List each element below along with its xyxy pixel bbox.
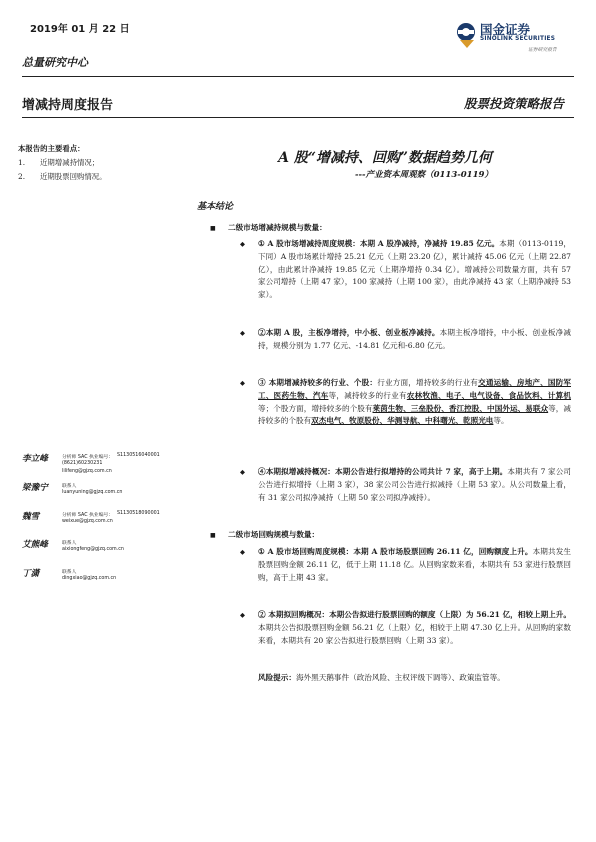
summary-item-text: 近期股票回购情况。: [40, 172, 107, 181]
para-body: 等；个股方面，增持较多的个股有: [258, 403, 373, 413]
para-body: 等，减持较多的行业有: [328, 390, 407, 400]
para-lead: ②本期 A 股，主板净增持，中小板、创业板净减持。: [258, 328, 440, 337]
summary-item: [18, 171, 107, 182]
report-date: 2019年 01 月 22 日: [30, 24, 130, 35]
logo-name: 国金证券: [480, 22, 531, 37]
para-body: 等，减持较多的个股有: [258, 403, 572, 426]
diamond-bullet-icon: ◆: [240, 611, 245, 619]
logo-subtitle: 证券研究报告: [528, 48, 557, 53]
paragraph-planned-buyback: [258, 609, 571, 647]
para-body: 本期共公告拟股票回购金额 56.21 亿（上限）亿，相较于上期 47.30 亿上升。从回购的家数来看，本期共有 20 家公告拟进行股票回购（上期 33 家）。: [258, 622, 571, 645]
analyst-role: 分析师 SAC 执业编号：: [62, 455, 114, 460]
sub-title: ---产业资本周观察（0113-0119）: [355, 170, 493, 180]
analyst-role: 联系人: [62, 484, 77, 489]
para-body: 等。: [493, 416, 509, 426]
paragraph-increase-decrease-scale: [258, 238, 571, 302]
analyst-email[interactable]: dingxiao@gjzq.com.cn: [62, 576, 117, 581]
para-lead: ④本期拟增减持概况：本期公告进行拟增持的公司共计 7 家，高于上期。: [258, 467, 508, 476]
analyst-name: 魏雪: [22, 512, 40, 522]
risk-warning: [258, 672, 571, 685]
analyst-role: 分析师 SAC 执业编号：: [62, 513, 114, 518]
increase-stocks: 莱茵生物、三垒股份、香江控股、中国外运、易联众: [372, 403, 549, 413]
summary-item: [18, 157, 99, 168]
summary-title: 本报告的主要看点：: [18, 144, 85, 153]
paragraph-buyback-scale: [258, 546, 571, 584]
header-divider-bottom: [22, 117, 574, 118]
analyst-name: 李立峰: [22, 454, 48, 464]
para-body: 本期共有 7 家公司公告进行拟增持（上期 3 家），38 家公司公告进行拟减持（上期 53 家）。从公司数量上看，有 31 家公司拟净减持（上期 50 家公司拟净减持）。: [258, 467, 571, 502]
risk-label: 风险提示：: [258, 673, 296, 682]
summary-item-num: 1.: [18, 158, 26, 167]
analyst-email[interactable]: aixiongfeng@gjzq.com.cn: [62, 547, 124, 552]
logo-english: SINOLINK SECURITIES: [480, 36, 556, 42]
paragraph-planned-changes: [258, 466, 571, 504]
diamond-bullet-icon: ◆: [240, 468, 245, 476]
main-title: A 股“增减持、回购”数据趋势几何: [278, 150, 492, 166]
decrease-industries: 农林牧渔、电子、电气设备、食品饮料、计算机: [406, 390, 572, 400]
paragraph-industries-stocks: [258, 377, 571, 428]
diamond-bullet-icon: ◆: [240, 548, 245, 556]
analyst-cert: S1130516040001: [117, 453, 160, 458]
analyst-email[interactable]: luanyuning@gjzq.com.cn: [62, 490, 123, 495]
section-heading-2: [210, 529, 319, 540]
para-body: 行业方面，增持较多的行业有: [377, 378, 479, 387]
para-body: 本期共发生股票回购金额 26.11 亿，低于上期 11.18 亿。从回购家数来看，本期共有 53 家进行股票回购，高于上期 43 家。: [258, 547, 572, 582]
para-body: 本期（0113-0119，下同）A 股市场累计增持 25.21 亿元（上期 23.20 亿），累计减持 45.06 亿元（上期 22.87 亿），由此累计净减持 19.85 亿元（上期净增持 0.34 亿）。增减持公司数量方面，共有 57 家公司增持（上期 47 家），100 家减持（上期 100 家），由此净减持 43 家（上期净减持 53 家）。: [258, 239, 571, 300]
diamond-bullet-icon: ◆: [240, 240, 245, 248]
summary-item-num: 2.: [18, 172, 26, 181]
analyst-name: 梁豫宁: [22, 483, 48, 493]
decrease-stocks: 双杰电气、牧原股份、华测导航、中科曙光、乾照光电: [311, 416, 494, 426]
report-category: 股票投资策略报告: [463, 96, 564, 111]
analyst-name: 丁潇: [22, 569, 40, 579]
square-bullet-icon: ■: [210, 532, 216, 539]
para-lead: ③ 本期增减持较多的行业、个股：: [258, 378, 378, 387]
analyst-role: 联系人: [62, 541, 77, 546]
section-title: 二级市场回购规模与数量：: [228, 530, 320, 539]
analyst-cert: S1130518090001: [117, 511, 160, 516]
section-heading-1: [210, 222, 327, 233]
paragraph-board-breakdown: [258, 327, 571, 353]
analyst-role: 联系人: [62, 570, 77, 575]
basic-conclusion-heading: 基本结论: [197, 202, 234, 212]
para-lead: ② 本期拟回购概况：本期公告拟进行股票回购的额度（上限）为 56.21 亿，相较上期上升。: [258, 610, 571, 619]
risk-text: 海外黑天鹅事件（政治风险、主权评级下调等）、政策监管等。: [295, 673, 505, 682]
analyst-phone: (8621)60230231: [62, 461, 103, 466]
increase-industries: 交通运输、房地产、国防军工、医药生物、汽车: [258, 378, 571, 400]
summary-item-text: 近期增减持情况；: [40, 158, 100, 167]
header-divider-top: [22, 76, 574, 77]
analyst-email[interactable]: lilifeng@gjzq.com.cn: [62, 469, 112, 474]
analyst-email[interactable]: weixue@gjzq.com.cn: [62, 519, 113, 524]
para-lead: ① A 股市场增减持周度规模：本期 A 股净减持，净减持 19.85 亿元。: [258, 239, 500, 248]
diamond-bullet-icon: ◆: [240, 329, 245, 337]
section-title: 二级市场增减持规模与数量：: [228, 223, 327, 232]
diamond-bullet-icon: ◆: [240, 379, 245, 387]
research-center: 总量研究中心: [22, 56, 88, 69]
square-bullet-icon: ■: [210, 225, 216, 232]
report-type: 增减持周度报告: [22, 98, 114, 113]
para-lead: ① A 股市场回购周度规模：本期 A 股市场股票回购 26.11 亿，回购额度上升。: [258, 547, 533, 556]
analyst-name: 艾熊峰: [22, 540, 48, 550]
para-body: 本期主板净增持，中小板、创业板净减持，规模分别为 1.77 亿元、-14.81 亿元和-6.80 亿元。: [258, 328, 571, 350]
